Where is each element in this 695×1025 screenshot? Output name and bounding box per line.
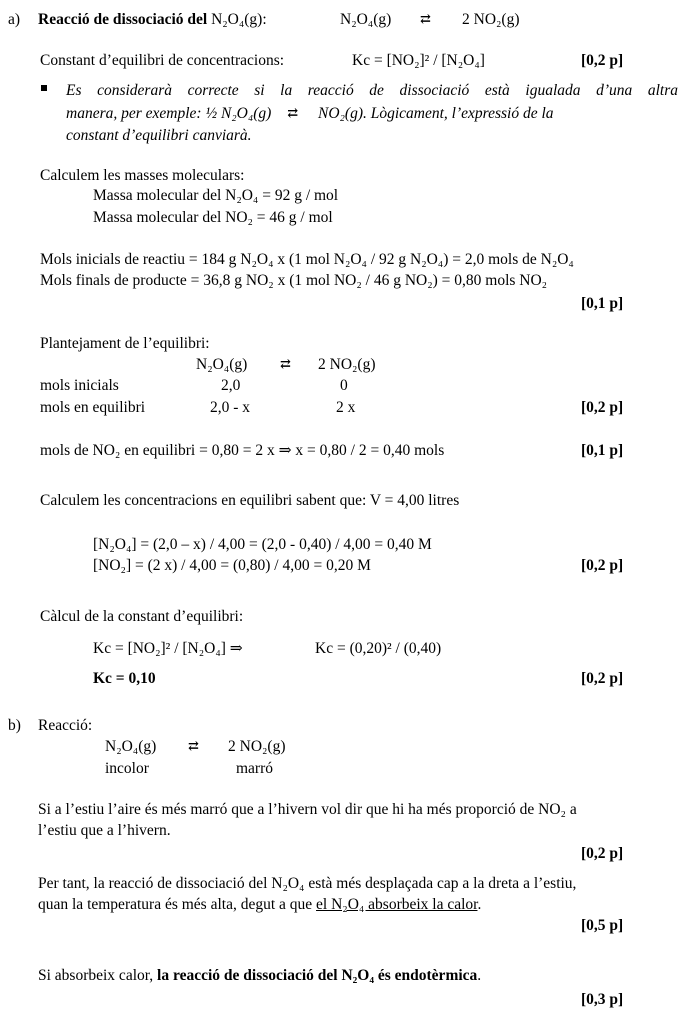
conclusion-bold: la reacció de dissociació del N₂O₄ és endotèrmica (157, 967, 478, 984)
part-a-title (38, 12, 267, 28)
table-row1-label: mols inicials (40, 377, 119, 394)
part-a-label: a) (8, 11, 21, 28)
part-b-product: 2 NO₂(g) (228, 738, 286, 755)
para1-line-1: Si a l’estiu l’aire és més marró que a l’hivern vol dir que hi ha més proporció de NO₂ a (38, 801, 577, 818)
points-para1: [0,2 p] (581, 845, 624, 862)
equilibrium-arrow-icon: ⇄ (287, 105, 297, 120)
note-line-1: Es considerarà correcte si la reacció de dissociació està igualada d’una altra (66, 82, 678, 99)
kc-calc-intro: Càlcul de la constant d’equilibri: (40, 608, 244, 625)
table-row2-reactant: 2,0 - x (210, 399, 251, 416)
para2-line-1: Per tant, la reacció de dissociació del N₂O₄ està més desplaçada cap a la dreta a l’estiu, (38, 875, 577, 892)
table-row1-product: 0 (340, 377, 348, 394)
part-a-reactant: N₂O₄(g) (340, 11, 392, 28)
table-row2-product: 2 x (336, 399, 356, 416)
points-kc-result: [0,2 p] (581, 670, 624, 687)
table-reactant: N₂O₄(g) (196, 356, 248, 373)
points-kc: [0,2 p] (581, 52, 624, 69)
reactant-color: incolor (105, 760, 149, 777)
points-mols: [0,1 p] (581, 295, 624, 312)
part-b-title: Reacció: (38, 717, 93, 734)
conc-intro: Calculem les concentracions en equilibri sabent que: V = 4,00 litres (40, 492, 460, 509)
mass-n2o4: Massa molecular del N₂O₄ = 92 g / mol (93, 187, 339, 204)
kc-calc-substitution: Kc = (0,20)² / (0,40) (315, 640, 442, 657)
para1-line-2: l’estiu que a l’hivern. (38, 822, 171, 839)
points-conclusion: [0,3 p] (581, 991, 624, 1008)
equilibrium-arrow-icon: ⇄ (420, 11, 429, 26)
part-a-product: 2 NO₂(g) (462, 11, 520, 28)
points-x: [0,1 p] (581, 442, 624, 459)
note-line-3: constant d’equilibri canviarà. (66, 127, 252, 144)
points-table: [0,2 p] (581, 399, 624, 416)
part-a-title-text: Reacció de dissociació del (38, 11, 212, 28)
mols-final: Mols finals de producte = 36,8 g NO₂ x (1 mol NO₂ / 46 g NO₂) = 0,80 mols NO₂ (40, 272, 548, 289)
kc-calc-expression: Kc = [NO₂]² / [N₂O₄] ⇒ (93, 640, 243, 657)
points-conc: [0,2 p] (581, 557, 624, 574)
conclusion: Si absorbeix calor, la reacció de dissociació del N₂O₄ és endotèrmica. (38, 967, 482, 984)
table-row2-label: mols en equilibri (40, 399, 146, 416)
plan-intro: Plantejament de l’equilibri: (40, 335, 210, 352)
bullet-icon (41, 85, 47, 91)
note-line-2: manera, per exemple: ½ N₂O₄(g) ⇄ NO₂(g). Lògicament, l’expressió de la (66, 102, 678, 125)
equilibrium-arrow-icon: ⇄ (188, 738, 197, 753)
kc-expression: Kc = [NO₂]² / [N₂O₄] (352, 52, 485, 69)
masses-intro: Calculem les masses moleculars: (40, 167, 245, 184)
points-para2: [0,5 p] (581, 917, 624, 934)
para2-line-2: quan la temperatura és més alta, degut a que el N₂O₄ absorbeix la calor. (38, 896, 482, 913)
part-b-reactant: N₂O₄(g) (105, 738, 157, 755)
part-b-label: b) (8, 717, 21, 734)
underlined-phrase: el N₂O₄ absorbeix la calor (316, 896, 478, 913)
mass-no2: Massa molecular del NO₂ = 46 g / mol (93, 209, 333, 226)
mols-initial: Mols inicials de reactiu = 184 g N₂O₄ x (1 mol N₂O₄ / 92 g N₂O₄) = 2,0 mols de N₂O₄ (40, 251, 574, 268)
table-row1-reactant: 2,0 (221, 377, 241, 394)
mols-no2-equilibrium: mols de NO₂ en equilibri = 0,80 = 2 x ⇒ x = 0,80 / 2 = 0,40 mols (40, 442, 445, 459)
kc-result: Kc = 0,10 (93, 670, 156, 687)
equilibrium-arrow-icon: ⇄ (280, 356, 289, 371)
conc-no2: [NO₂] = (2 x) / 4,00 = (0,80) / 4,00 = 0,20 M (93, 557, 371, 574)
note-block (66, 80, 678, 147)
conc-n2o4: [N₂O₄] = (2,0 – x) / 4,00 = (2,0 - 0,40) / 4,00 = 0,40 M (93, 536, 432, 553)
part-a-title-species: N₂O₄(g): (211, 11, 267, 28)
table-product: 2 NO₂(g) (318, 356, 376, 373)
product-color: marró (236, 760, 274, 777)
kc-intro: Constant d’equilibri de concentracions: (40, 52, 285, 69)
